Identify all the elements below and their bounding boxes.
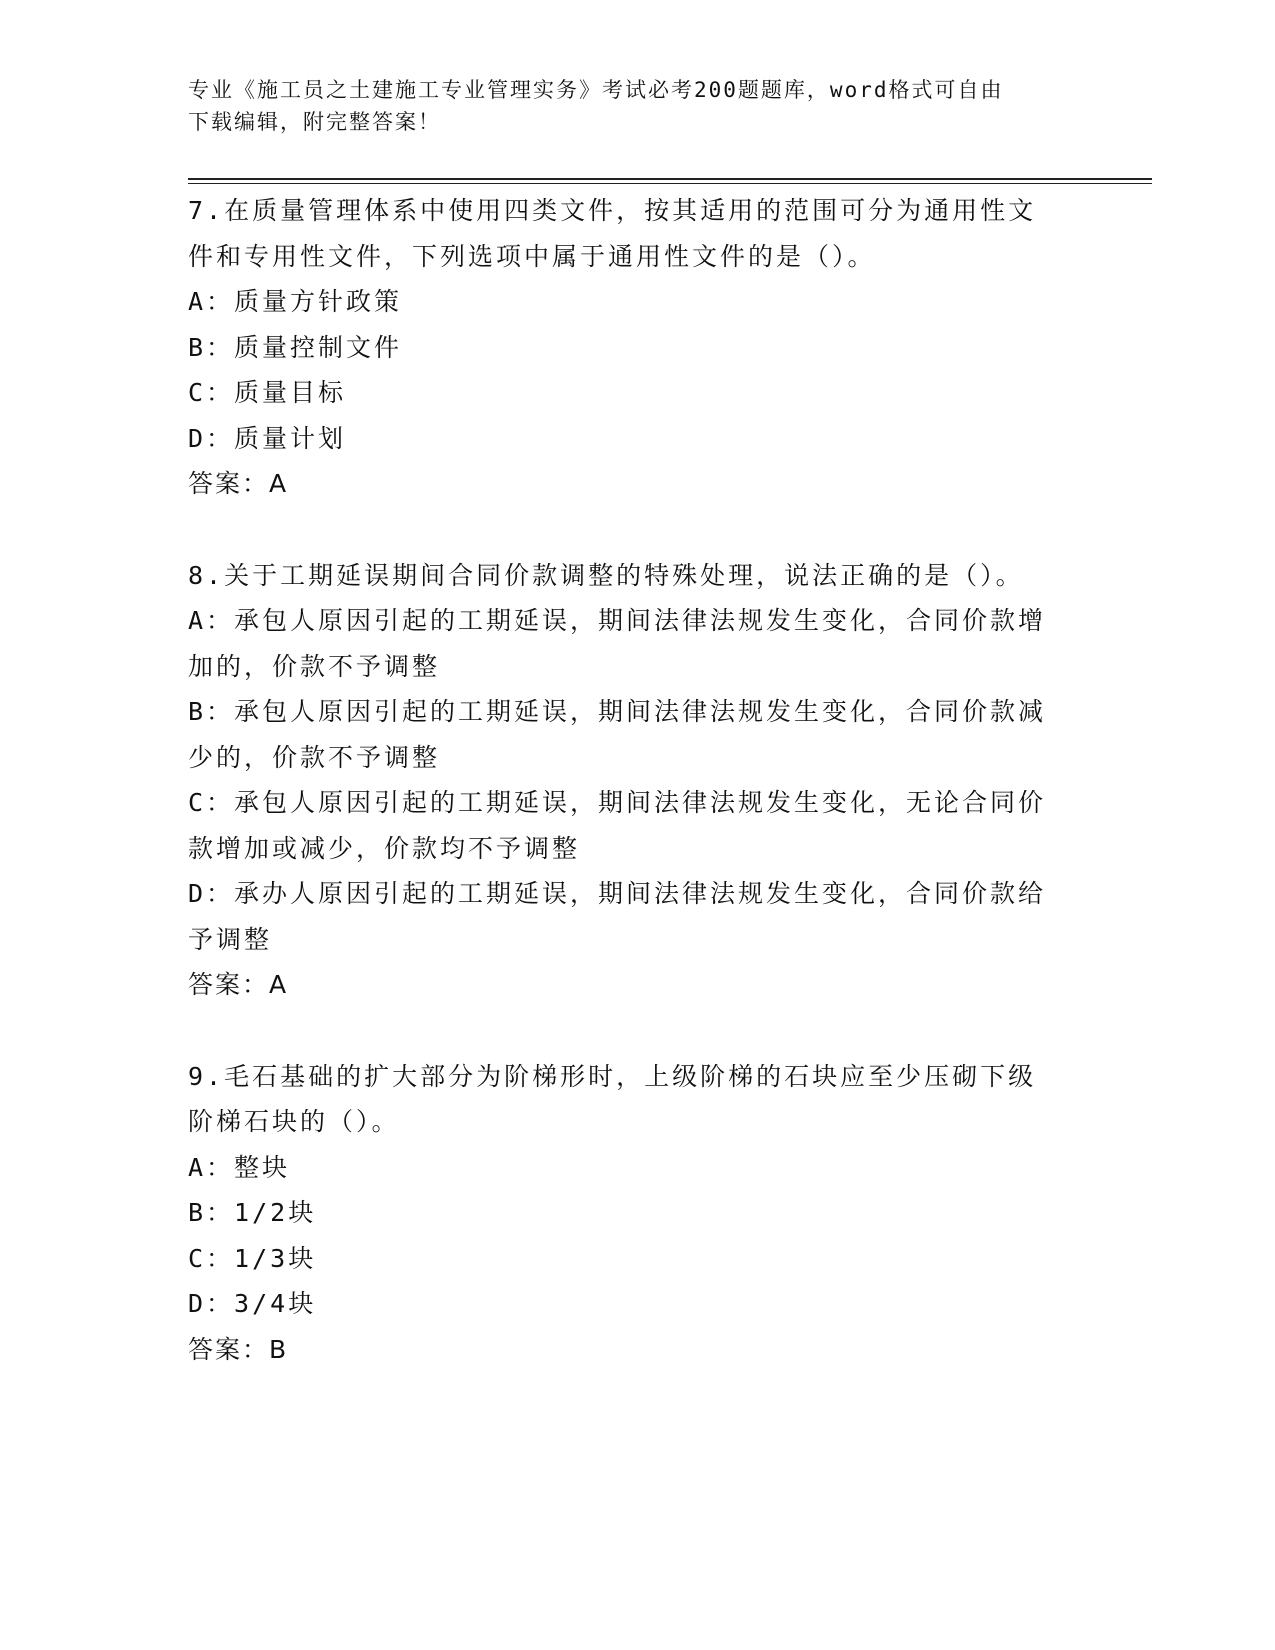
option-c: C：承包人原因引起的工期延误，期间法律法规发生变化，无论合同价 xyxy=(188,788,1047,817)
answer-line: 答案：B xyxy=(188,1334,289,1364)
option-b: B：1/2块 xyxy=(188,1198,317,1227)
question-list xyxy=(188,188,1068,1372)
header-line-2: 下载编辑，附完整答案！ xyxy=(188,110,441,134)
question-8 xyxy=(188,553,1068,1008)
option-a-continued: 加的，价款不予调整 xyxy=(188,651,441,681)
option-c-continued: 款增加或减少，价款均不予调整 xyxy=(188,833,581,863)
document-header xyxy=(188,74,1068,138)
option-a: A：承包人原因引起的工期延误，期间法律法规发生变化，合同价款增 xyxy=(188,606,1047,635)
option-c: C：1/3块 xyxy=(188,1243,317,1273)
question-spacer xyxy=(188,1008,1068,1054)
header-line-1: 专业《施工员之土建施工专业管理实务》考试必考200题题库，word格式可自由 xyxy=(188,78,1004,102)
question-9 xyxy=(188,1054,1068,1373)
question-7 xyxy=(188,188,1068,507)
answer-line: 答案：A xyxy=(188,970,289,999)
header-rule-thin xyxy=(188,183,1152,184)
header-rule-thick xyxy=(188,178,1152,180)
option-d: D：质量计划 xyxy=(188,423,347,453)
option-a: A：质量方针政策 xyxy=(188,287,403,316)
option-c: C：质量目标 xyxy=(188,378,347,407)
option-a: A：整块 xyxy=(188,1152,291,1182)
question-stem-line: 7.在质量管理体系中使用四类文件，按其适用的范围可分为通用性文 xyxy=(188,196,1037,225)
option-b-continued: 少的，价款不予调整 xyxy=(188,742,441,772)
question-stem-line: 件和专用性文件，下列选项中属于通用性文件的是（）。 xyxy=(188,241,876,271)
question-stem-line: 阶梯石块的（）。 xyxy=(188,1107,400,1136)
answer-line: 答案：A xyxy=(188,469,289,498)
question-spacer xyxy=(188,507,1068,553)
question-stem-line: 9.毛石基础的扩大部分为阶梯形时，上级阶梯的石块应至少压砌下级 xyxy=(188,1061,1037,1091)
option-b: B：质量控制文件 xyxy=(188,332,403,362)
option-b: B：承包人原因引起的工期延误，期间法律法规发生变化，合同价款减 xyxy=(188,697,1047,726)
option-d: D：3/4块 xyxy=(188,1289,317,1318)
question-stem-line: 8.关于工期延误期间合同价款调整的特殊处理，说法正确的是（）。 xyxy=(188,560,1024,590)
option-d-continued: 予调整 xyxy=(188,924,273,954)
option-d: D：承办人原因引起的工期延误，期间法律法规发生变化，合同价款给 xyxy=(188,879,1047,908)
